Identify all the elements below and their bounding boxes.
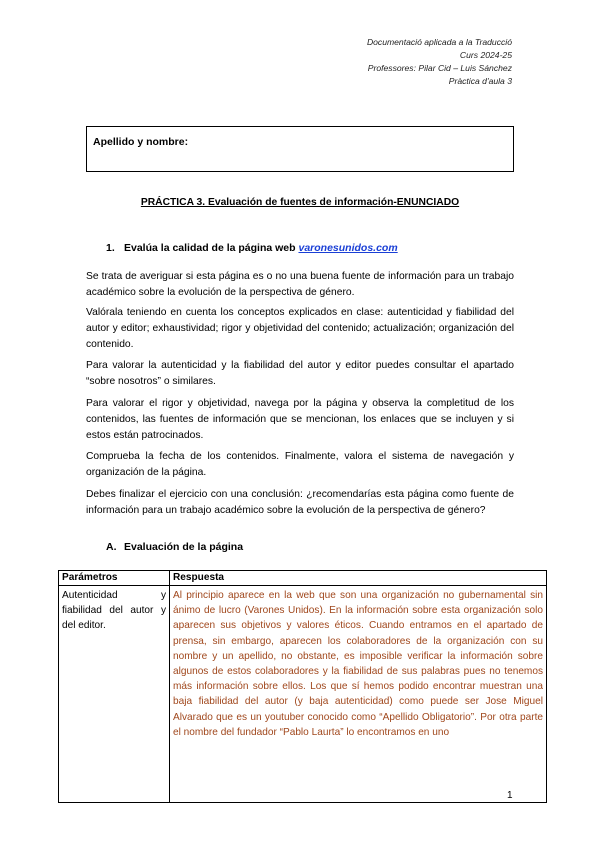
header-parameters: Parámetros: [59, 571, 170, 586]
question-1: [106, 242, 398, 254]
header-course: Documentació aplicada a la Traducció: [366, 37, 512, 47]
table-header-row: [59, 571, 547, 586]
table-row: [59, 586, 547, 803]
paragraph-conclusion: Debes finalizar el ejercicio con una conclusión: ¿recomendarías esta página como fuente de información para un trabajo académico sobre la evolución de la perspectiva de género?: [86, 489, 514, 516]
name-box[interactable]: [86, 126, 514, 172]
paragraph-criteria: Valórala teniendo en cuenta los conceptos explicados en clase: autenticidad y fiabilidad del autor y editor; exhaustividad; rigor y objetividad del contenido; actualización; organización del contenido.: [86, 307, 514, 350]
header-year: Curs 2024-25: [459, 50, 512, 60]
question-1-text: Evalúa la calidad de la página web: [124, 242, 299, 254]
header-practice: Pràctica d'aula 3: [448, 76, 512, 86]
website-link[interactable]: varonesunidos.com: [298, 242, 398, 254]
page-number: 1: [507, 790, 513, 801]
paragraph-author: Para valorar la autenticidad y la fiabilidad del autor y editor puedes consultar el apartado “sobre nosotros” o similares.: [86, 360, 514, 387]
parameter-cell: Autenticidad y fiabilidad del autor y del editor.: [59, 586, 170, 803]
paragraph-intro: Se trata de averiguar si esta página es o no una buena fuente de información para un trabajo académico sobre la evolución de la perspectiva de género.: [86, 271, 514, 298]
question-1-number: 1.: [106, 242, 115, 254]
name-box-label: Apellido y nombre:: [93, 136, 189, 148]
header-response: Respuesta: [170, 571, 547, 586]
response-cell[interactable]: Al principio aparece en la web que son una organización no gubernamental sin ánimo de lucro (Varones Unidos). En la información sobre esta organización solo aparecen sus objetivos y valores éticos. Cuando entramos en el apartado de prensa, sin embargo, aparecen los colaboradores de la organización con su nombre y un apellido, no obstante, es imposible verificar la información sobre algunos de estos colaboradores y la fiabilidad de sus palabras pues no tenemos más información sobre ellos. Los que sí hemos podido encontrar muestran una baja fiabilidad del autor (y baja autenticidad) como puede ser Jose Miguel Alvarado que es un youtuber conocido como “Apellido Obligatorio”. Por otra parte el nombre del fundador “Pablo Laurta” lo encontramos en uno: [170, 586, 547, 803]
section-a-title: Evaluación de la página: [124, 541, 244, 553]
paragraph-date: Comprueba la fecha de los contenidos. Finalmente, valora el sistema de navegación y organización de la página.: [86, 451, 514, 478]
page-title: PRÁCTICA 3. Evaluación de fuentes de información-ENUNCIADO: [140, 197, 460, 208]
document-header: [367, 36, 512, 88]
section-a-letter: A.: [106, 541, 117, 553]
evaluation-table: [58, 570, 547, 803]
paragraph-rigor: Para valorar el rigor y objetividad, navega por la página y observa la completitud de los contenidos, las fuentes de información que se mencionan, los enlaces que se incluyen y si estos están patrocinados.: [86, 398, 514, 441]
section-a-heading: [106, 541, 243, 553]
header-teachers: Professores: Pilar Cid – Luis Sánchez: [367, 63, 512, 73]
